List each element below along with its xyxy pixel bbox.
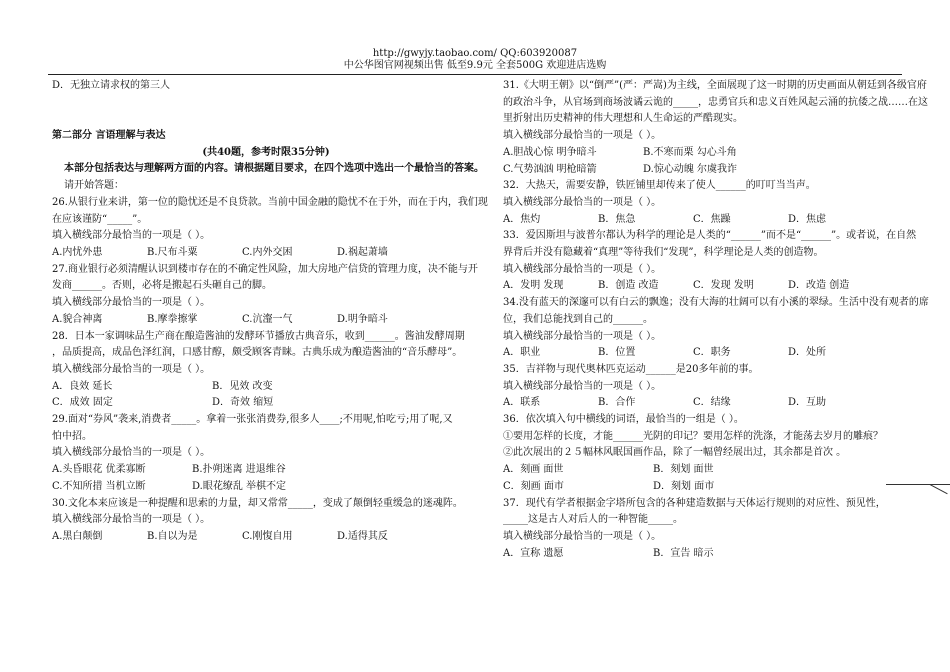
section-title: 第二部分 言语理解与表达 [52, 130, 166, 142]
option-a: A.貌合神离 [52, 313, 103, 325]
option-c: C.刚愎自用 [242, 530, 293, 542]
option-b: B.自以为是 [147, 530, 198, 542]
question-28-options-row1 [52, 379, 480, 396]
option-b: B.尺布斗粟 [147, 247, 198, 258]
question-31-options-row1 [503, 145, 935, 162]
option-a: A．发明 发现 [503, 280, 564, 292]
option-b: B.不寒而栗 勾心斗角 [643, 146, 737, 158]
option-b: B．宣告 暗示 [653, 547, 714, 559]
question-26-prompt: 填入横线部分最恰当的一项是（ ）。 [52, 230, 211, 242]
question-31-options-row2 [503, 162, 935, 179]
option-d: D．刻划 面市 [653, 480, 715, 492]
option-b: B．刻划 面世 [653, 464, 714, 476]
question-27-text: 27.商业银行必须清醒认识到楼市存在的不确定性风险，加大房地产信贷的管理力度，决不能与开 [52, 263, 478, 275]
option-b: B．创造 改造 [598, 280, 659, 292]
option-b: B．合作 [598, 397, 636, 409]
option-c: C．结缘 [693, 397, 731, 409]
question-26-text-cont: 在应该谨防“_____”。 [52, 213, 148, 225]
option-a: A.胆战心惊 明争暗斗 [503, 146, 597, 158]
option-c: C.气势汹汹 明枪暗箭 [503, 163, 597, 175]
question-29-options-row2 [52, 479, 480, 496]
option-a: A.内忧外患 [52, 247, 103, 258]
option-c: C.不知所措 当机立断 [52, 480, 146, 492]
question-27-prompt: 填入横线部分最恰当的一项是（ ）。 [52, 297, 211, 309]
option-b: B.摩拳擦掌 [147, 313, 198, 325]
question-37-prompt: 填入横线部分最恰当的一项是（ ）。 [503, 530, 662, 542]
option-a: A．焦灼 [503, 213, 541, 225]
question-30-options [52, 529, 480, 546]
option-b: B．见效 改变 [212, 380, 273, 392]
option-d: D.适得其反 [337, 530, 388, 542]
page-header [0, 48, 950, 72]
question-31-text: 31.《大明王朝》以“倒严”(严：严嵩)为主线，全面展现了这一时期的历史画面从朝廷到各级官府 [503, 80, 927, 91]
question-26-options [52, 245, 480, 262]
option-d: D.眼花缭乱 举棋不定 [192, 480, 287, 492]
question-36-sentence-1: ①要用怎样的长度，才能______光阴的印记？要用怎样的洗涤，才能荡去岁月的雕痕？ [503, 430, 883, 442]
header-promo-line: 中公华图官网视频出售 低至9.9元 全套500G 欢迎进店选购 [343, 60, 607, 71]
question-36-options-row1 [503, 462, 935, 479]
right-column [503, 78, 935, 562]
option-c: C．焦躁 [693, 213, 731, 225]
question-26-text: 26.从银行业来讲，第一位的隐忧还是不良贷款。当前中国金融的隐忧不在于外，而在于内，我们现 [52, 196, 488, 208]
question-29-text: 29.面对“券风”袭来,消费者_____。拿着一张张消费券,很多人____;不用呢,怕吃亏;用了呢,又 [52, 414, 453, 426]
question-28-prompt: 填入横线部分最恰当的一项是（ ）。 [52, 363, 211, 375]
question-31-prompt: 填入横线部分最恰当的一项是（ ）。 [503, 130, 662, 142]
question-29-text-cont: 怕中招。 [52, 430, 92, 442]
question-27-text-cont: 发商______。否则，必将是搬起石头砸自己的脚。 [52, 280, 272, 292]
question-34-prompt: 填入横线部分最恰当的一项是（ ）。 [503, 330, 662, 342]
header-contact-line: http://gwyjy.taobao.com/ QQ:603920087 [372, 48, 578, 59]
option-c: C．职务 [693, 347, 731, 359]
question-34-options [503, 345, 935, 362]
start-instruction: 请开始答题： [64, 180, 124, 192]
question-29-prompt: 填入横线部分最恰当的一项是（ ）。 [52, 447, 211, 459]
question-35-text: 35．吉祥物与现代奥林匹克运动______是20多年前的事。 [503, 363, 759, 375]
question-32-prompt: 填入横线部分最恰当的一项是（ ）。 [503, 196, 662, 208]
option-b: B．焦急 [598, 213, 636, 225]
stray-underline [886, 484, 950, 485]
question-33-text: 33．爱因斯坦与波普尔都认为科学的理论是人类的“______”而不是“______”。或者说，在自然 [503, 230, 917, 242]
question-30-prompt: 填入横线部分最恰当的一项是（ ）。 [52, 514, 211, 526]
question-31-text-cont: 的政治斗争，从官场到商场波谲云诡的_____，忠勇官兵和忠义百姓风起云涌的抗倭之战……在这 [503, 96, 928, 108]
option-c: C．发现 发明 [693, 280, 754, 292]
option-a: A．宣称 遗愿 [503, 547, 564, 559]
option-b: B.扑朔迷离 进退维谷 [192, 464, 286, 476]
option-a: A．良效 延长 [52, 380, 113, 392]
question-34-text: 34.没有蓝天的深邃可以有白云的飘逸；没有大海的壮阔可以有小溪的翠绿。生活中没有观者的席 [503, 297, 929, 309]
left-column [52, 78, 488, 546]
question-32-options [503, 212, 935, 229]
question-32-text: 32．大热天，需要安静，铁匠铺里却传来了使人______的叮叮当当声。 [503, 180, 816, 192]
question-34-text-cont: 位，我们总能找到自己的______。 [503, 313, 653, 325]
question-28-text: 28．日本一家调味品生产商在酿造酱油的发酵环节播放古典音乐，收到______。酱油发酵周期 [52, 330, 465, 342]
question-29-options-row1 [52, 462, 480, 479]
question-37-text: 37．现代有学者根据金字塔所包含的各种建造数据与天体运行规则的对应性、预见性， [503, 497, 886, 509]
question-36-sentence-2: ②此次展出的２５幅林风眠国画作品，除了一幅曾经展出过，其余都是首次 。 [503, 447, 847, 459]
option-line: D．无独立请求权的第三人 [52, 80, 171, 91]
option-c: C.沆瀣一气 [242, 313, 293, 325]
option-a: A．职业 [503, 347, 541, 359]
question-33-text-cont: 界背后并没有隐藏着“真理”等待我们“发现”，科学理论是人类的创造物。 [503, 247, 824, 259]
option-a: A.头昏眼花 优柔寡断 [52, 464, 146, 476]
question-28-text-cont: ，品质提高，成品色泽红润，口感甘醇，颇受顾客青睐。古典乐成为酿造酱油的“音乐酵母”。 [52, 347, 463, 359]
question-36-text: 36．依次填入句中横线的词语，最恰当的一组是（ ）。 [503, 414, 744, 426]
option-d: D．奇效 缩短 [212, 397, 274, 409]
option-d: D．互助 [788, 397, 827, 409]
option-b: B．位置 [598, 347, 636, 359]
question-27-options [52, 312, 480, 329]
question-33-prompt: 填入横线部分最恰当的一项是（ ）。 [503, 263, 662, 275]
question-35-prompt: 填入横线部分最恰当的一项是（ ）。 [503, 380, 662, 392]
header-divider [48, 74, 902, 75]
option-d: D．处所 [788, 347, 827, 359]
question-37-options [503, 546, 935, 563]
option-d: D．焦虑 [788, 213, 827, 225]
option-c: C.内外交困 [242, 247, 293, 258]
question-28-options-row2 [52, 395, 480, 412]
question-36-options-row2 [503, 479, 935, 496]
question-31-text-cont2: 里折射出历史精神的伟大理想和人生命运的严酷现实。 [503, 113, 743, 125]
section-description: 本部分包括表达与理解两方面的内容。请根据题目要求，在四个选项中选出一个最恰当的答案。 [64, 163, 484, 175]
question-37-text-cont: _____这是古人对后人的一种智能_____。 [503, 514, 683, 526]
option-a: A．刻画 面世 [503, 464, 564, 476]
section-subtitle: (共40题，参考时限35分钟) [202, 146, 330, 158]
option-c: C．成效 固定 [52, 397, 113, 409]
question-30-text: 30.文化本来应该是一种提醒和思索的力量，却又常常_____，变成了颠倒轻重缓急的迷魂阵。 [52, 497, 463, 509]
option-a: A．联系 [503, 397, 541, 409]
option-c: C．刻画 面市 [503, 480, 564, 492]
question-33-options [503, 278, 935, 295]
option-a: A.黑白颠倒 [52, 530, 103, 542]
option-d: D．改造 创造 [788, 280, 850, 292]
option-d: D.明争暗斗 [337, 313, 388, 325]
question-35-options [503, 395, 935, 412]
option-d: D.惊心动魄 尔虞我诈 [643, 163, 738, 175]
option-d: D.祸起萧墙 [337, 247, 388, 258]
